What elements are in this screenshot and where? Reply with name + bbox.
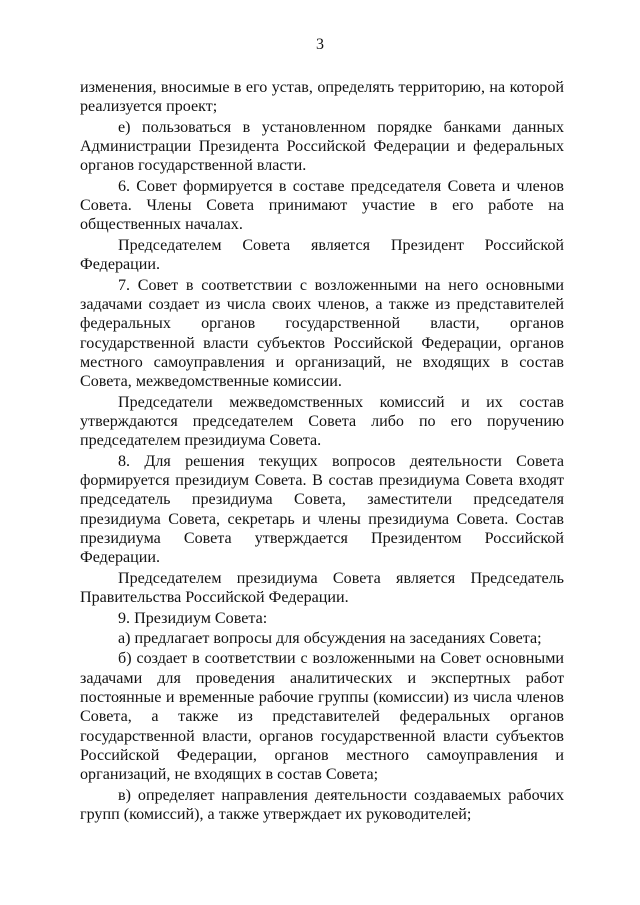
paragraph-item-e: е) пользоваться в установленном порядке банками данных Администрации Президента Российской Федерации и федеральных органов государственной власти. [80, 118, 564, 175]
paragraph-item-a: а) предлагает вопросы для обсуждения на заседаниях Совета; [118, 630, 542, 647]
paragraph-chairman: Председателем Совета является Президент Российской Федерации. [80, 236, 564, 274]
paragraph-7: 7. Совет в соответствии с возложенными на него основными задачами создает из числа своих членов, а также из представителей федеральных органов государственной власти, органов государственной власти субъектов Российской Федерации, органов местного самоуправления и организаций, не входящих в состав Совета, межведомственные комиссии. [80, 276, 564, 391]
paragraph-presidium-chairman: Председателем президиума Совета является Председатель Правительства Российской Федерации. [80, 569, 564, 607]
paragraph-item-v: в) определяет направления деятельности создаваемых рабочих групп (комиссий), а также утверждает их руководителей; [80, 786, 564, 824]
paragraph-8: 8. Для решения текущих вопросов деятельности Совета формируется президиум Совета. В состав президиума Совета входят председатель президиума Совета, заместители председателя президиума Совета, секретарь и члены президиума Совета. Состав президиума Совета утверждается Президентом Российской Федерации. [80, 452, 564, 567]
paragraph-9: 9. Президиум Совета: [118, 609, 268, 627]
paragraph-continuation: изменения, вносимые в его устав, определять территорию, на которой реализуется проект; [80, 79, 564, 116]
paragraph-6: 6. Совет формируется в составе председателя Совета и членов Совета. Члены Совета принимают участие в его работе на общественных началах. [80, 177, 564, 234]
page-number: 3 [316, 36, 324, 53]
document-body [80, 78, 564, 826]
paragraph-commission-heads: Председатели межведомственных комиссий и их состав утверждаются председателем Совета либо по его поручению председателем президиума Совета. [80, 393, 564, 450]
paragraph-item-b: б) создает в соответствии с возложенными на Совет основными задачами для проведения аналитических и экспертных работ постоянные и временные рабочие группы (комиссии) из числа членов Совета, а также из представителей федеральных органов государственной власти, органов государственной власти субъектов Российской Федерации, органов местного самоуправления и организаций, не входящих в состав Совета; [80, 650, 564, 784]
